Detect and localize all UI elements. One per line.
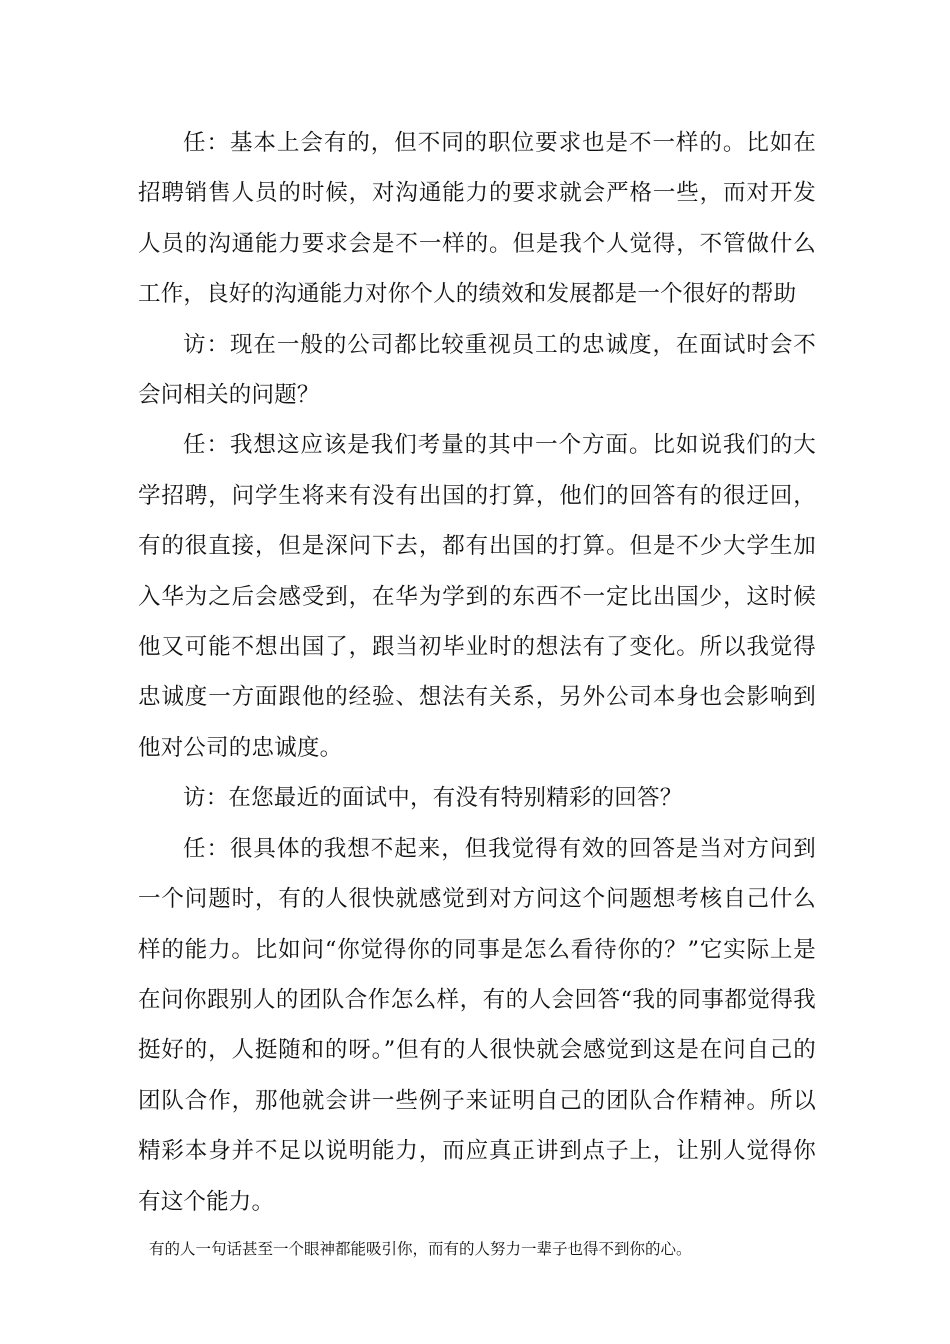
paragraph-question-loyalty: 访：现在一般的公司都比较重视员工的忠诚度，在面试时会不会问相关的问题？ (138, 331, 816, 409)
paragraph-answer-communication: 任：基本上会有的，但不同的职位要求也是不一样的。比如在招聘销售人员的时候，对沟通能力的要求就会严格一些，而对开发人员的沟通能力要求会是不一样的。但是我个人觉得，不管做什么工作，良好的沟通能力对你个人的绩效和发展都是一个很好的帮助 (138, 130, 816, 308)
paragraph-answer-best-answer: 任：很具体的我想不起来，但我觉得有效的回答是当对方问到一个问题时，有的人很快就感觉到对方问这个问题想考核自己什么样的能力。比如问“你觉得你的同事是怎么看待你的？”它实际上是在问你跟别人的团队合作怎么样，有的人会回答“我的同事都觉得我挺好的，人挺随和的呀。”但有的人很快就会感觉到这是在问自己的团队合作，那他就会讲一些例子来证明自己的团队合作精神。所以精彩本身并不足以说明能力，而应真正讲到点子上，让别人觉得你有这个能力。 (138, 835, 816, 1215)
paragraph-answer-loyalty: 任：我想这应该是我们考量的其中一个方面。比如说我们的大学招聘，问学生将来有没有出国的打算，他们的回答有的很迂回，有的很直接，但是深问下去，都有出国的打算。但是不少大学生加入华为之后会感受到，在华为学到的东西不一定比出国少，这时候他又可能不想出国了，跟当初毕业时的想法有了变化。所以我觉得忠诚度一方面跟他的经验、想法有关系，另外公司本身也会影响到他对公司的忠诚度。 (138, 432, 816, 761)
interview-body (138, 118, 816, 1227)
footer-quote: 有的人一句话甚至一个眼神都能吸引你，而有的人努力一辈子也得不到你的心。 (149, 1240, 692, 1258)
paragraph-question-best-answer: 访：在您最近的面试中，有没有特别精彩的回答？ (183, 785, 683, 812)
